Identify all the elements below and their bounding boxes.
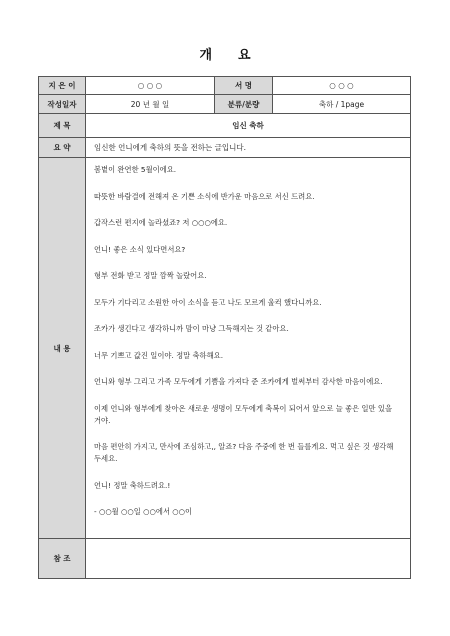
content-paragraph: 봄볕이 완연한 5월이에요. [94, 165, 177, 174]
signature-label: 서 명 [215, 77, 273, 95]
date-label: 작성일자 [39, 95, 86, 114]
content-label: 내 용 [39, 158, 86, 539]
content-paragraph: 언니! 정말 축하드려요.! [94, 480, 171, 490]
content-paragraph: 조카가 생긴다고 생각하니까 맘이 마냥 그득해지는 것 같아요. [94, 324, 289, 333]
row-content [39, 158, 411, 539]
author-label: 지 은 이 [39, 77, 86, 95]
content-paragraph: 모두가 기다리고 소원한 아이 소식을 듣고 나도 모르게 울컥 했다니까요. [94, 297, 322, 307]
title-char-2: 요 [238, 48, 251, 63]
category-label: 분류/분량 [215, 95, 273, 114]
content-paragraph: 마음 편안히 가지고, 만사에 조심하고,, 알죠? 다음 주중에 한 번 들를게요. 먹고 싶은 것 생각해 두세요. [94, 442, 394, 463]
subject-value: 임신 축하 [86, 114, 411, 138]
signature-value: ○ ○ ○ [273, 77, 411, 95]
summary-label: 요 약 [39, 138, 86, 158]
content-paragraph: - ○○월 ○○일 ○○에서 ○○이 [94, 507, 193, 516]
reference-label: 참 조 [39, 539, 86, 579]
content-paragraph: 따뜻한 바람결에 전해져 온 기쁜 소식에 반가운 마음으로 서신 드려요. [94, 191, 315, 201]
content-paragraph: 갑작스런 편지에 놀라셨죠? 저 ○○○에요. [94, 218, 228, 227]
content-paragraph: 너무 기쁘고 값진 일이야. 정말 축하해요. [94, 350, 224, 360]
subject-label: 제 목 [39, 114, 86, 138]
content-body [86, 158, 411, 539]
row-subject [39, 114, 411, 138]
summary-form-table [38, 76, 411, 579]
document-title [0, 44, 450, 63]
row-reference [39, 539, 411, 579]
title-char-1: 개 [199, 48, 212, 63]
reference-value [86, 539, 411, 579]
content-paragraph: 형부 전화 받고 정말 깜짝 놀랐어요. [94, 271, 207, 280]
summary-value: 임신한 언니에게 축하의 뜻을 전하는 글입니다. [86, 138, 411, 158]
content-paragraph: 이제 언니와 형부에게 찾아온 새로운 생명이 모두에게 축복이 되어서 앞으로 늘 좋은 일만 있을 거야. [94, 403, 393, 425]
category-value: 축하 / 1page [273, 95, 411, 114]
content-paragraph: 언니와 형부 그리고 가족 모두에게 기쁨을 가져다 준 조카에게 벌써부터 감사한 마음이에요. [94, 377, 383, 386]
row-summary [39, 138, 411, 158]
content-paragraph: 언니! 좋은 소식 있다면서요? [94, 244, 186, 254]
author-value: ○ ○ ○ [86, 77, 215, 95]
row-author [39, 77, 411, 95]
row-date [39, 95, 411, 114]
date-value: 20 년 월 일 [86, 95, 215, 114]
